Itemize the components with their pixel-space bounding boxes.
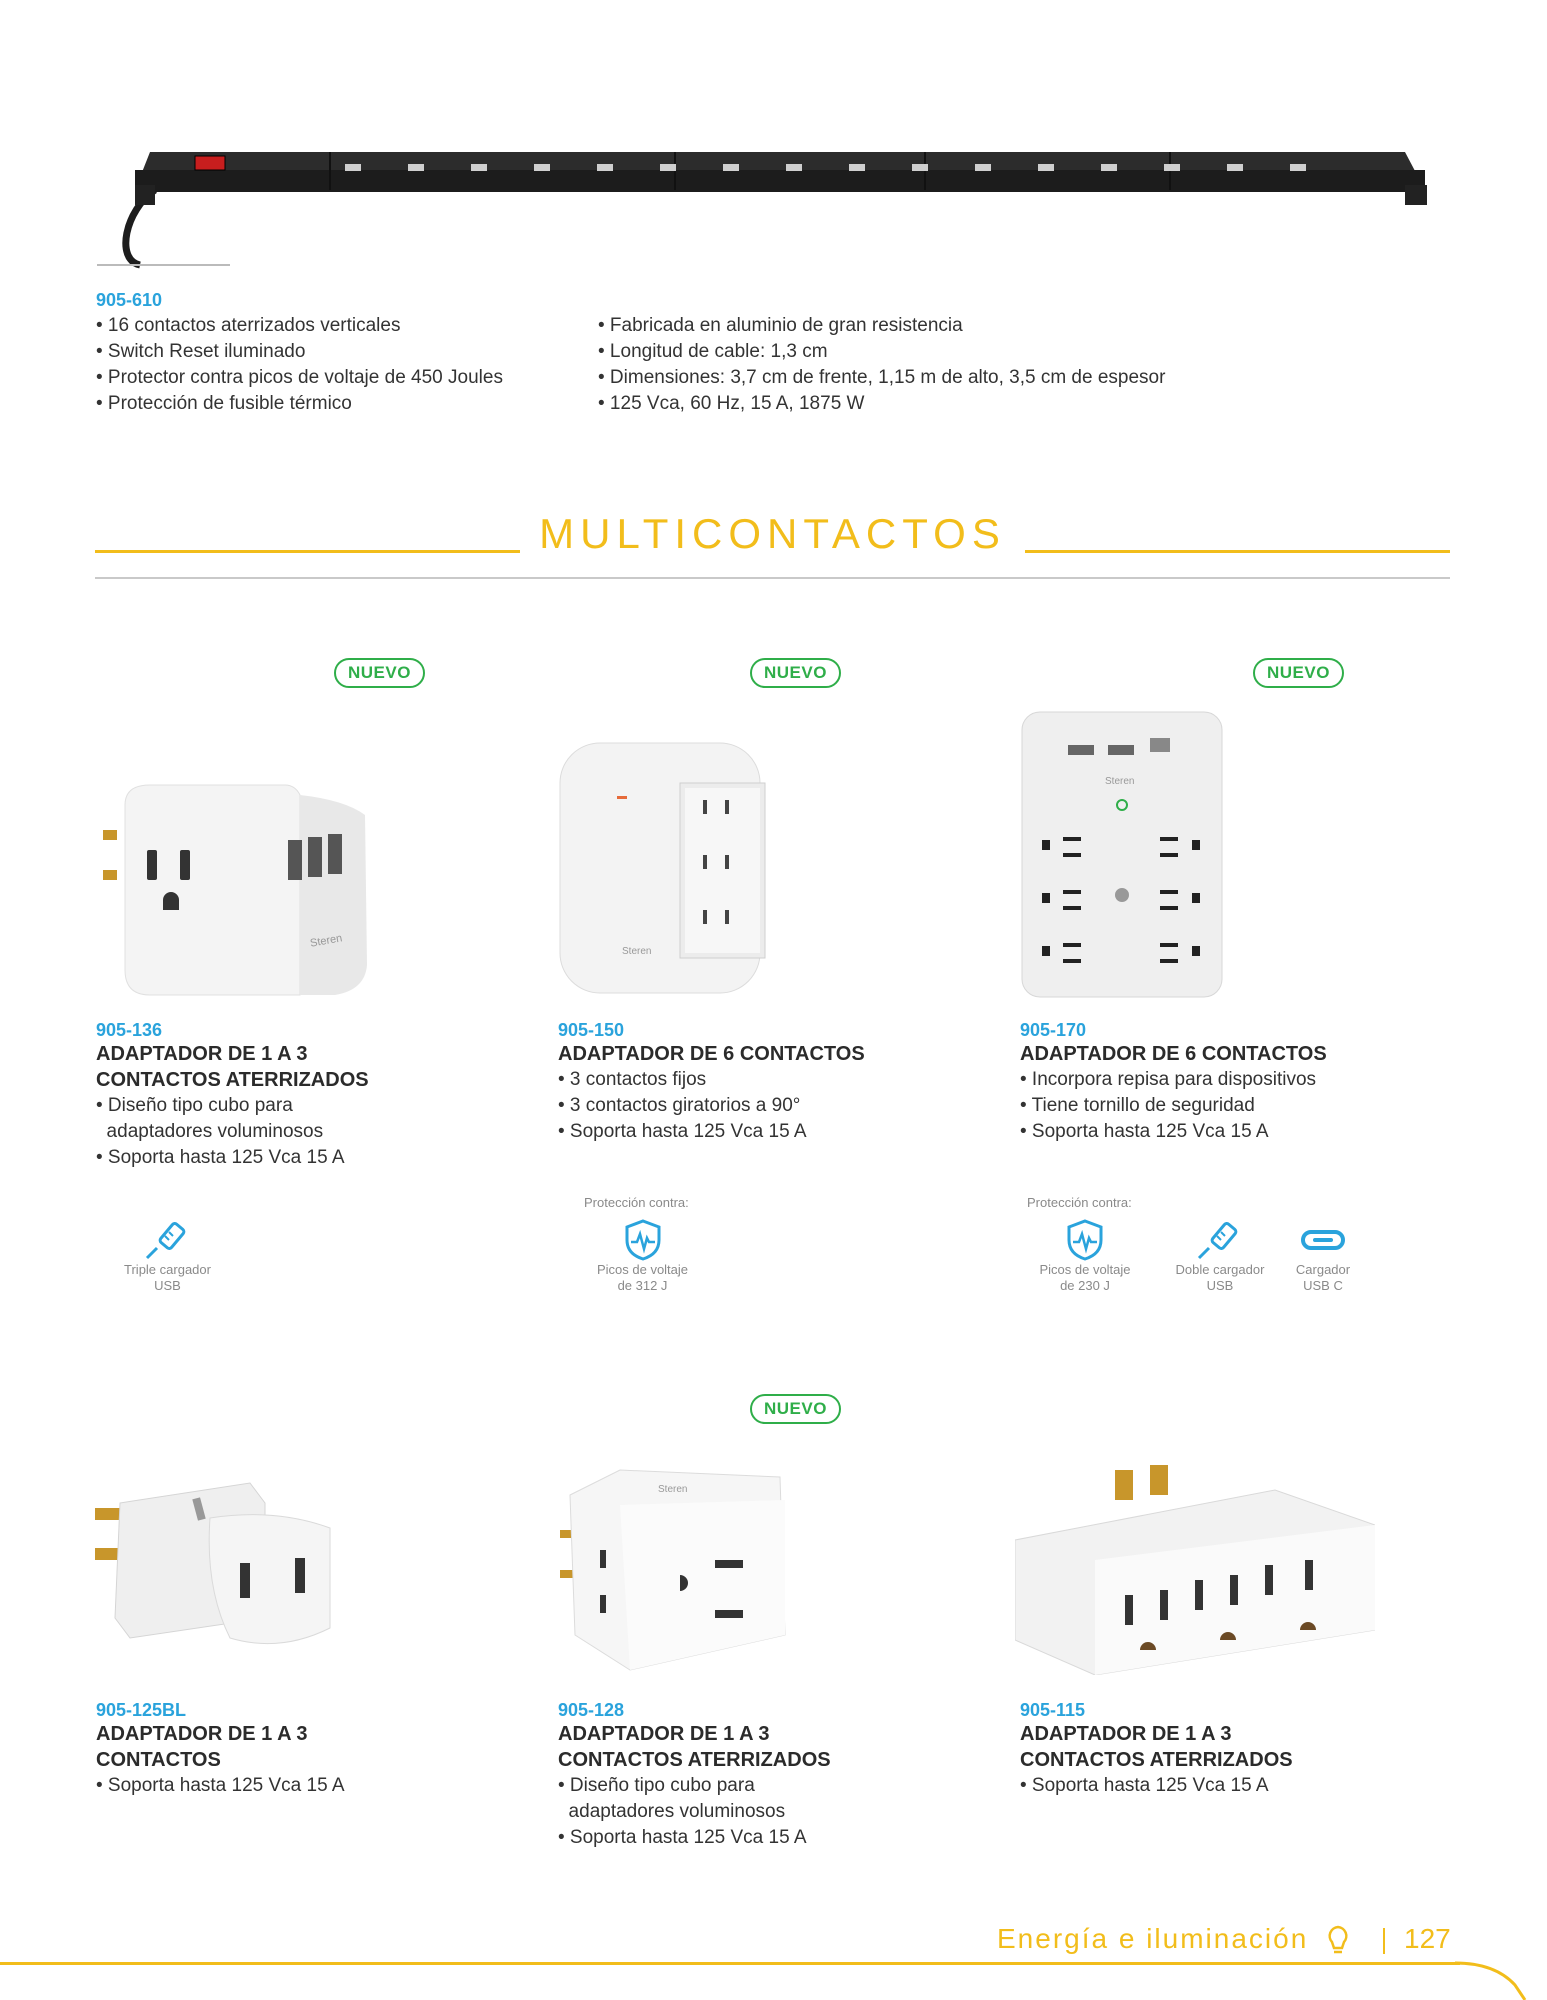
page-number: 127 <box>1404 1923 1451 1954</box>
strip-outlet <box>1227 164 1243 171</box>
product-image-905-170 <box>1020 710 1225 1000</box>
product-title: ADAPTADOR DE 6 CONTACTOS <box>558 1043 865 1065</box>
lightbulb-icon <box>1325 1924 1351 1961</box>
product-title: CONTACTOS ATERRIZADOS <box>558 1749 831 1771</box>
product-code: 905-136 <box>96 1020 163 1040</box>
feature-double-usb <box>1155 1218 1285 1294</box>
strip-outlet <box>597 164 613 171</box>
product-title: ADAPTADOR DE 1 A 3 <box>1020 1723 1232 1745</box>
product-code: 905-128 <box>558 1700 625 1720</box>
feature-usb-c <box>1288 1218 1358 1294</box>
header-rule-left <box>95 550 520 553</box>
footer-curve <box>1455 1955 1547 2000</box>
bullet: • Soporta hasta 125 Vca 15 A <box>96 1775 345 1796</box>
new-badge: NUEVO <box>1253 658 1344 688</box>
product-code: 905-115 <box>1020 1700 1086 1720</box>
strip-outlet <box>660 164 676 171</box>
product-image-905-125BL <box>90 1478 340 1678</box>
spec-item: • Fabricada en aluminio de gran resistencia <box>598 315 963 336</box>
bullet-list <box>1020 1773 1460 1799</box>
bullet-list <box>96 1093 516 1171</box>
bullet: • Diseño tipo cubo para <box>96 1095 293 1116</box>
bullet: • Tiene tornillo de seguridad <box>1020 1095 1255 1116</box>
product-card-905-150 <box>558 1020 998 1145</box>
product-code: 905-150 <box>558 1020 625 1040</box>
spec-item: • 16 contactos aterrizados verticales <box>96 315 401 336</box>
product-code: 905-170 <box>1020 1020 1087 1040</box>
strip-outlet <box>723 164 739 171</box>
strip-outlet <box>1164 164 1180 171</box>
bullet-list <box>96 1773 516 1799</box>
usb-c-icon <box>1298 1218 1348 1262</box>
feature-surge <box>1020 1218 1150 1294</box>
brand-logo: Steren <box>1105 776 1135 787</box>
product-title: ADAPTADOR DE 1 A 3 <box>558 1723 770 1745</box>
product-image-905-136 <box>95 775 385 1005</box>
product-title: ADAPTADOR DE 1 A 3 <box>96 1043 308 1065</box>
power-strip-image <box>95 140 1435 270</box>
product-card-905-125BL <box>96 1700 516 1799</box>
bullet: • 3 contactos fijos <box>558 1069 707 1090</box>
feature-caption: USB C <box>1303 1278 1343 1293</box>
feature-caption: USB <box>1206 1278 1234 1293</box>
strip-underline <box>97 264 230 266</box>
feature-caption: Picos de voltaje <box>596 1262 689 1277</box>
new-badge: NUEVO <box>334 658 425 688</box>
strip-outlet <box>1290 164 1306 171</box>
product-card-905-170 <box>1020 1020 1460 1145</box>
strip-outlet <box>786 164 802 171</box>
bullet: • Soporta hasta 125 Vca 15 A <box>558 1827 807 1848</box>
spec-item: • 125 Vca, 60 Hz, 15 A, 1875 W <box>598 393 865 414</box>
feature-caption: Picos de voltaje <box>1039 1262 1131 1277</box>
usb-cable-icon <box>143 1218 193 1262</box>
bullet-list <box>558 1773 998 1851</box>
header-divider <box>95 577 1450 579</box>
product-image-905-115 <box>1015 1450 1375 1675</box>
bullet: • Soporta hasta 125 Vca 15 A <box>558 1121 807 1142</box>
product-image-905-150 <box>555 738 775 998</box>
shield-surge-icon <box>621 1218 665 1262</box>
product-title: CONTACTOS ATERRIZADOS <box>96 1069 369 1091</box>
feature-caption: de 230 J <box>1060 1278 1110 1293</box>
spec-item: • Dimensiones: 3,7 cm de frente, 1,15 m de alto, 3,5 cm de espesor <box>598 367 1166 388</box>
header-rule-right <box>1025 550 1450 553</box>
brand-logo: Steren <box>658 1484 688 1495</box>
spec-item: • Longitud de cable: 1,3 cm <box>598 341 828 362</box>
new-badge: NUEVO <box>750 658 841 688</box>
bullet: adaptadores voluminosos <box>558 1801 786 1822</box>
usb-cable-icon <box>1195 1218 1245 1262</box>
strip-outlet <box>534 164 550 171</box>
brand-logo: Steren <box>309 932 344 950</box>
strip-outlet <box>912 164 928 171</box>
footer-separator <box>1383 1928 1385 1954</box>
product-card-905-115 <box>1020 1700 1460 1799</box>
strip-outlet <box>975 164 991 171</box>
feature-caption: Doble cargador <box>1175 1262 1265 1277</box>
strip-outlet <box>408 164 424 171</box>
section-title: MULTICONTACTOS <box>539 510 1006 557</box>
strip-outlet <box>849 164 865 171</box>
strip-outlet <box>471 164 487 171</box>
bullet-list <box>1020 1067 1460 1145</box>
strip-outlet <box>1101 164 1117 171</box>
protection-label: Protección contra: <box>584 1195 689 1210</box>
product-card-905-136 <box>96 1020 516 1171</box>
footer-rule <box>0 1962 1460 1965</box>
bullet-list <box>558 1067 998 1145</box>
spec-item: • Protector contra picos de voltaje de 450 Joules <box>96 367 503 388</box>
protection-label: Protección contra: <box>1027 1195 1132 1210</box>
spec-item: • Protección de fusible térmico <box>96 393 352 414</box>
strip-outlet <box>345 164 361 171</box>
product-image-905-128 <box>560 1465 790 1675</box>
brand-logo: Steren <box>622 946 652 957</box>
product-title: CONTACTOS <box>96 1749 221 1771</box>
product-code: 905-125BL <box>96 1700 187 1720</box>
feature-caption: Triple cargador <box>124 1262 211 1277</box>
bullet: • Soporta hasta 125 Vca 15 A <box>1020 1121 1269 1142</box>
bullet: adaptadores voluminosos <box>96 1121 324 1142</box>
strip-outlet <box>1038 164 1054 171</box>
spec-list-right <box>598 313 1298 417</box>
bullet: • Soporta hasta 125 Vca 15 A <box>1020 1775 1269 1796</box>
bullet: • 3 contactos giratorios a 90° <box>558 1095 801 1116</box>
bullet: • Incorpora repisa para dispositivos <box>1020 1069 1317 1090</box>
feature-caption: USB <box>154 1278 181 1293</box>
bullet: • Soporta hasta 125 Vca 15 A <box>96 1147 345 1168</box>
product-title: CONTACTOS ATERRIZADOS <box>1020 1749 1293 1771</box>
spec-item: • Switch Reset iluminado <box>96 341 306 362</box>
product-code: 905-610 <box>96 290 163 310</box>
product-title: ADAPTADOR DE 6 CONTACTOS <box>1020 1043 1327 1065</box>
spec-list-left <box>96 313 596 417</box>
feature-caption: de 312 J <box>617 1278 668 1293</box>
footer-section-label: Energía e iluminación <box>997 1923 1309 1954</box>
product-title: ADAPTADOR DE 1 A 3 <box>96 1723 308 1745</box>
shield-surge-icon <box>1063 1218 1107 1262</box>
feature-caption: Cargador <box>1295 1262 1351 1277</box>
feature-surge <box>575 1218 710 1294</box>
product-card-905-128 <box>558 1700 998 1851</box>
feature-triple-usb <box>100 1218 235 1294</box>
new-badge: NUEVO <box>750 1394 841 1424</box>
bullet: • Diseño tipo cubo para <box>558 1775 755 1796</box>
